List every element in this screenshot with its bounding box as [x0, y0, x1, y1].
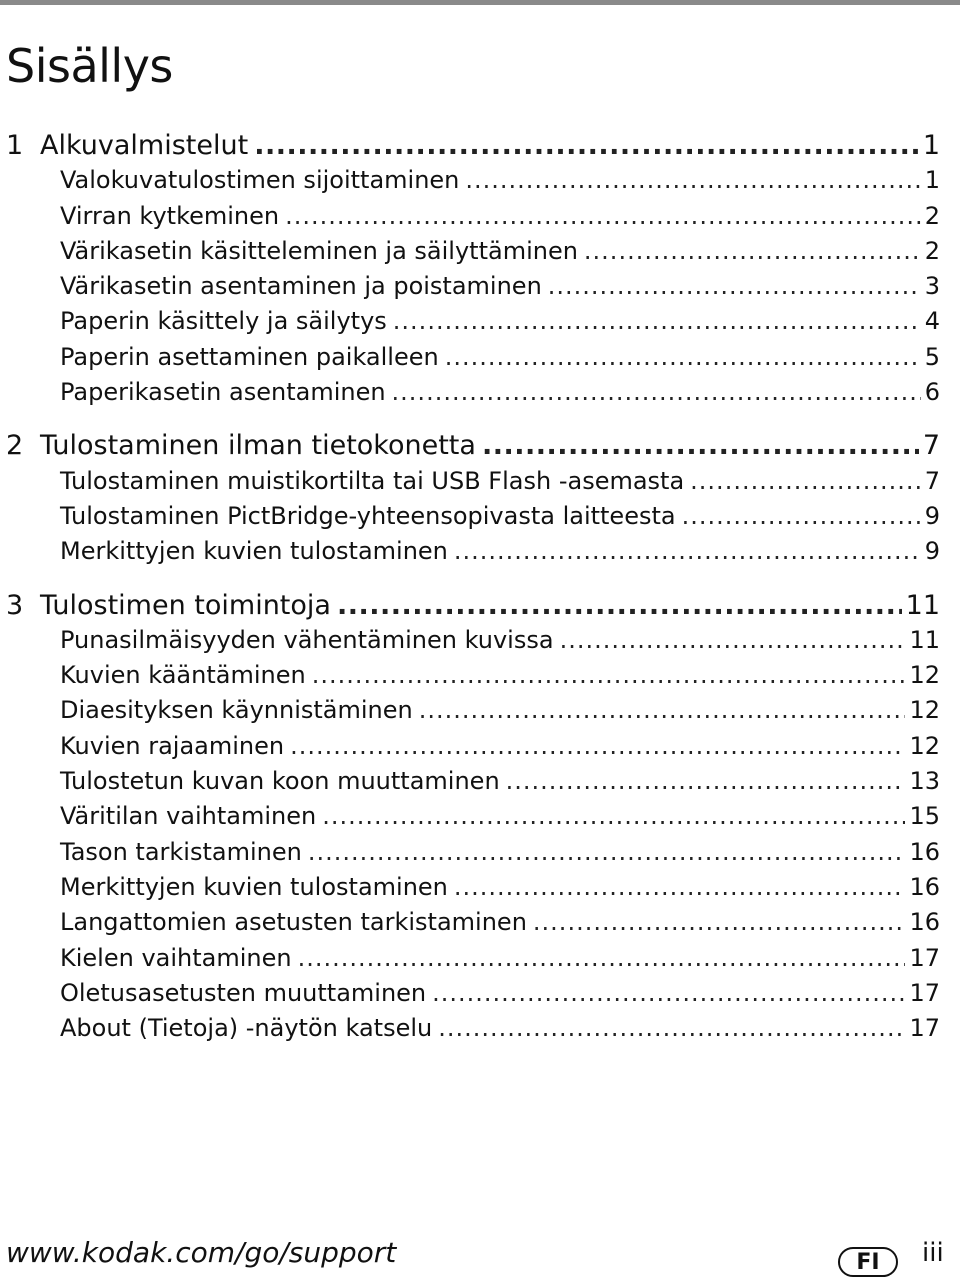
page-ref: 5 [924, 342, 940, 371]
top-rule [0, 0, 960, 5]
toc-entry-row[interactable] [60, 499, 940, 534]
toc-chapter-row[interactable] [6, 428, 940, 463]
dot-leader [298, 941, 906, 976]
page-ref: 7 [922, 430, 940, 462]
entry-title: Kielen vaihtaminen [60, 943, 292, 972]
chapter-number: 3 [6, 589, 24, 621]
dot-leader [482, 428, 919, 463]
toc-entry-row[interactable] [60, 375, 940, 410]
page-ref: 9 [924, 537, 940, 566]
entry-title: Paperikasetin asentaminen [60, 378, 386, 407]
page-ref: 2 [924, 201, 940, 230]
page-ref: 12 [909, 696, 940, 725]
dot-leader [438, 1011, 905, 1046]
page-ref: 1 [922, 130, 940, 161]
toc-entry-row[interactable] [60, 534, 940, 569]
toc-entry-row[interactable] [60, 905, 940, 940]
dot-leader [392, 375, 921, 410]
page-ref: 3 [924, 272, 940, 301]
dot-leader [285, 199, 921, 234]
entry-title: Virran kytkeminen [60, 201, 280, 230]
entry-title: Punasilmäisyyden vähentäminen kuvissa [60, 625, 554, 654]
dot-leader [254, 128, 919, 163]
support-link[interactable]: www.kodak.com/go/support [6, 1236, 397, 1269]
entry-title: Paperin käsittely ja säilytys [60, 307, 387, 336]
entry-title: Tulostaminen PictBridge-yhteensopivasta laitteesta [60, 501, 676, 530]
toc-entry-row[interactable] [60, 693, 940, 728]
page-ref: 15 [909, 802, 940, 831]
page-ref: 16 [909, 872, 940, 901]
toc-entry-row[interactable] [60, 799, 940, 834]
entry-title: Tulostetun kuvan koon muuttaminen [60, 767, 500, 796]
dot-leader [548, 269, 921, 304]
chapter-number: 2 [6, 430, 24, 462]
dot-leader [690, 464, 921, 499]
dot-leader [465, 163, 920, 198]
dot-leader [419, 693, 906, 728]
entry-title: Paperin asettaminen paikalleen [60, 342, 439, 371]
page-ref: 17 [909, 1014, 940, 1043]
chapter-title: Alkuvalmistelut [40, 130, 249, 161]
entry-title: Tason tarkistaminen [60, 837, 302, 866]
toc-chapter-row[interactable] [6, 128, 940, 163]
language-badge: FI [838, 1247, 898, 1277]
dot-leader [393, 304, 921, 339]
page-ref: 16 [909, 908, 940, 937]
page-ref: 12 [909, 731, 940, 760]
page-ref: 7 [924, 466, 940, 495]
dot-leader [308, 835, 906, 870]
page-title: Sisällys [6, 39, 173, 93]
dot-leader [312, 658, 906, 693]
chapter-title: Tulostaminen ilman tietokonetta [40, 430, 476, 462]
entry-title: Merkittyjen kuvien tulostaminen [60, 872, 448, 901]
entry-title: Kuvien kääntäminen [60, 661, 306, 690]
toc-entry-row[interactable] [60, 729, 940, 764]
page-ref: 11 [905, 589, 940, 621]
toc-entry-row[interactable] [60, 870, 940, 905]
toc-entry-row[interactable] [60, 976, 940, 1011]
page-ref: 1 [924, 166, 940, 195]
chapter-title: Tulostimen toimintoja [40, 589, 331, 621]
toc-entry-row[interactable] [60, 234, 940, 269]
dot-leader [560, 623, 906, 658]
dot-leader [533, 905, 906, 940]
dot-leader [337, 588, 902, 623]
toc-chapter-row[interactable] [6, 588, 940, 623]
entry-title: Värikasetin käsitteleminen ja säilyttäminen [60, 236, 578, 265]
entry-title: Kuvien rajaaminen [60, 731, 285, 760]
page-ref: 6 [924, 378, 940, 407]
entry-title: Langattomien asetusten tarkistaminen [60, 908, 527, 937]
page-ref: 16 [909, 837, 940, 866]
page-number: iii [922, 1238, 944, 1268]
page-ref: 17 [909, 943, 940, 972]
dot-leader [506, 764, 906, 799]
toc-entry-row[interactable] [60, 623, 940, 658]
entry-title: Diaesityksen käynnistäminen [60, 696, 413, 725]
dot-leader [454, 534, 921, 569]
entry-title: Värikasetin asentaminen ja poistaminen [60, 272, 542, 301]
dot-leader [432, 976, 905, 1011]
table-of-contents [6, 128, 940, 1046]
entry-title: Tulostaminen muistikortilta tai USB Flash -asemasta [60, 466, 685, 495]
entry-title: Oletusasetusten muuttaminen [60, 978, 427, 1007]
page-ref: 12 [909, 661, 940, 690]
dot-leader [445, 340, 921, 375]
toc-entry-row[interactable] [60, 269, 940, 304]
toc-entry-row[interactable] [60, 464, 940, 499]
dot-leader [584, 234, 921, 269]
page-ref: 4 [924, 307, 940, 336]
entry-title: Valokuvatulostimen sijoittaminen [60, 166, 460, 195]
entry-title: Väritilan vaihtaminen [60, 802, 317, 831]
dot-leader [322, 799, 905, 834]
toc-entry-row[interactable] [60, 941, 940, 976]
toc-entry-row[interactable] [60, 764, 940, 799]
page-ref: 11 [909, 625, 940, 654]
page-ref: 13 [909, 767, 940, 796]
toc-entry-row[interactable] [60, 835, 940, 870]
chapter-number: 1 [6, 130, 24, 161]
toc-entry-row[interactable] [60, 304, 940, 339]
entry-title: Merkittyjen kuvien tulostaminen [60, 537, 448, 566]
page-ref: 9 [924, 501, 940, 530]
toc-entry-row[interactable] [60, 340, 940, 375]
page-ref: 17 [909, 978, 940, 1007]
dot-leader [290, 729, 905, 764]
dot-leader [454, 870, 906, 905]
toc-entry-row[interactable] [60, 199, 940, 234]
dot-leader [682, 499, 921, 534]
page-ref: 2 [924, 236, 940, 265]
entry-title: About (Tietoja) -näytön katselu [60, 1014, 433, 1043]
toc-entry-row[interactable] [60, 163, 940, 198]
toc-entry-row[interactable] [60, 1011, 940, 1046]
toc-entry-row[interactable] [60, 658, 940, 693]
